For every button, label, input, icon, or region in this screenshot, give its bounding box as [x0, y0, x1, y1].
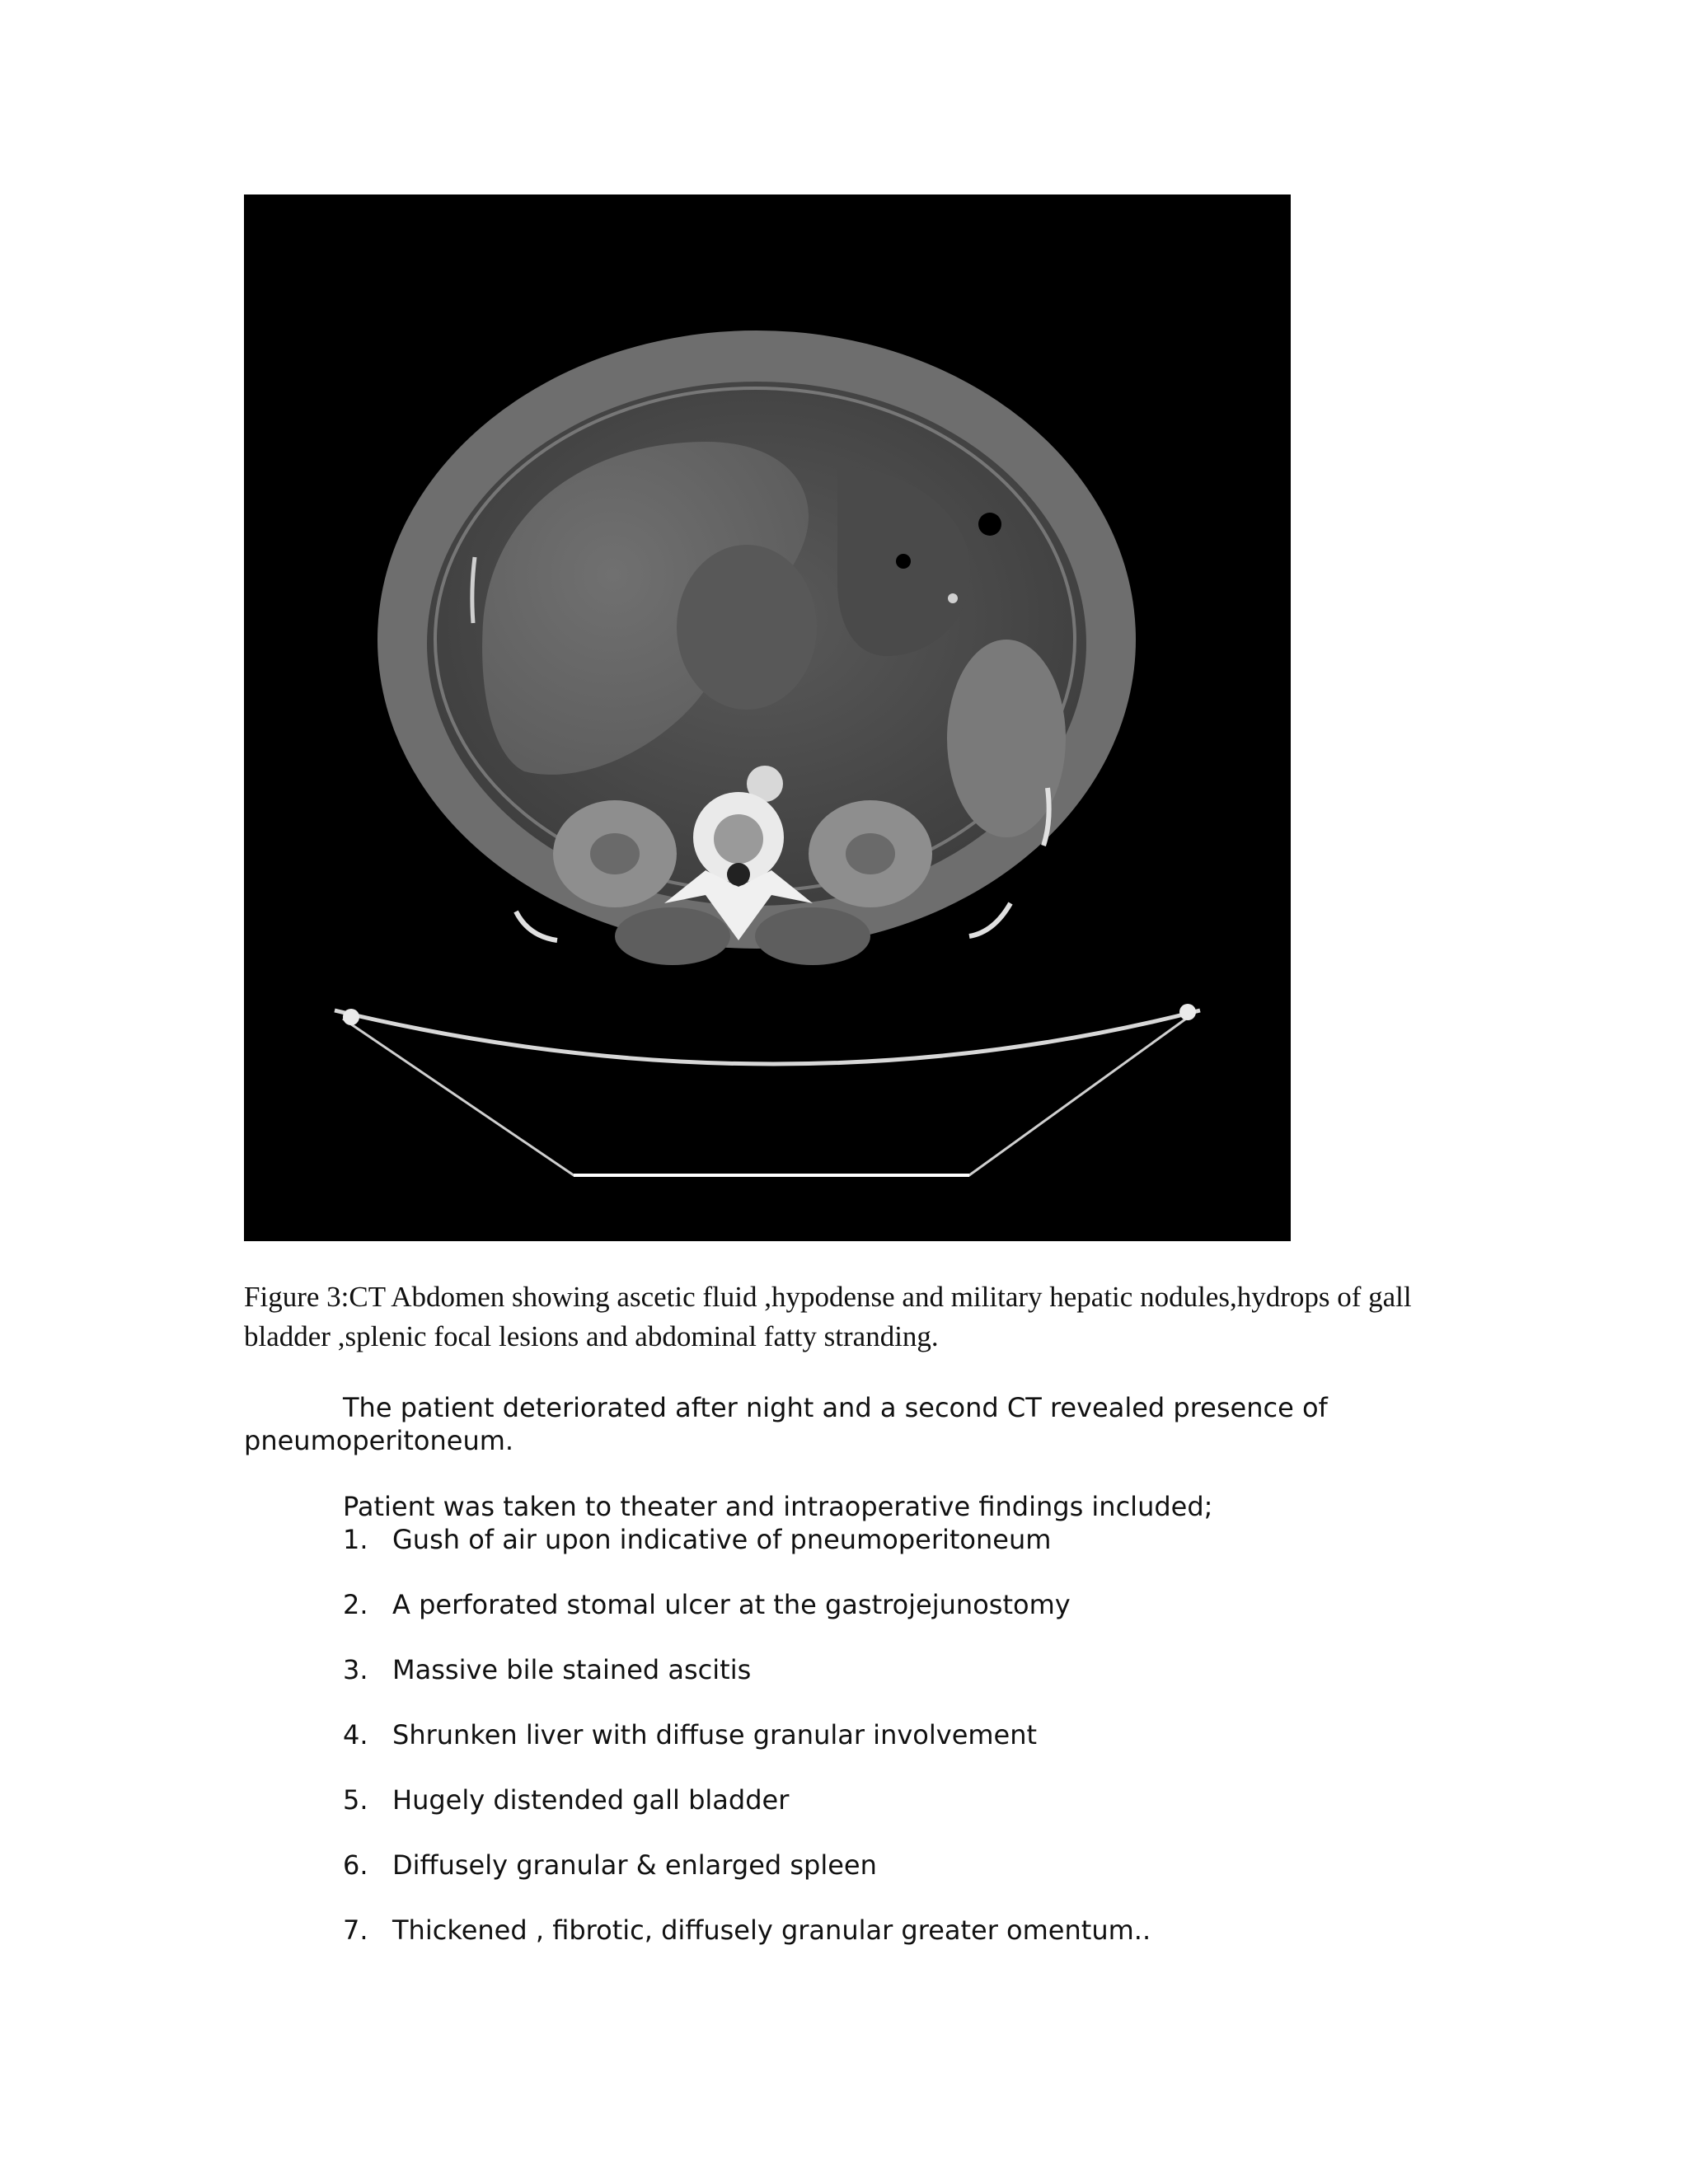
- paragraph-theater: Patient was taken to theater and intraoperative findings included;: [343, 1491, 1213, 1522]
- list-item-number: 3.: [343, 1654, 368, 1685]
- list-item: [343, 1653, 1497, 1686]
- list-item-number: 5.: [343, 1784, 368, 1816]
- ct-abdomen-image: [244, 194, 1291, 1241]
- list-item: [343, 1588, 1497, 1621]
- list-item-text: Hugely distended gall bladder: [392, 1784, 790, 1816]
- list-item: [343, 1914, 1497, 1947]
- list-item-number: 2.: [343, 1589, 368, 1620]
- list-item-text: A perforated stomal ulcer at the gastrojejunostomy: [392, 1589, 1071, 1620]
- figure-caption: Figure 3:CT Abdomen showing ascetic fluid ,hypodense and military hepatic nodules,hydrops of gall bladder ,splenic focal lesions and abdominal fatty stranding.: [244, 1281, 1412, 1352]
- list-item-text: Shrunken liver with diffuse granular involvement: [392, 1719, 1038, 1750]
- list-item-number: 7.: [343, 1915, 368, 1946]
- list-item-text: Massive bile stained ascitis: [392, 1654, 752, 1685]
- list-item: [343, 1718, 1497, 1751]
- list-item: [343, 1849, 1497, 1882]
- list-item-number: 1.: [343, 1524, 368, 1555]
- paragraph-deterioration: The patient deteriorated after night and a second CT revealed presence of pneumoperitoneum.: [244, 1392, 1328, 1456]
- list-item-text: Thickened , fibrotic, diffusely granular greater omentum..: [392, 1915, 1151, 1946]
- list-item: [343, 1523, 1497, 1556]
- list-item-number: 6.: [343, 1849, 368, 1881]
- list-item: [343, 1783, 1497, 1816]
- list-item-text: Diffusely granular & enlarged spleen: [392, 1849, 877, 1881]
- list-item-text: Gush of air upon indicative of pneumoperitoneum: [392, 1524, 1052, 1555]
- list-item-number: 4.: [343, 1719, 368, 1750]
- findings-list: [343, 1523, 1497, 1979]
